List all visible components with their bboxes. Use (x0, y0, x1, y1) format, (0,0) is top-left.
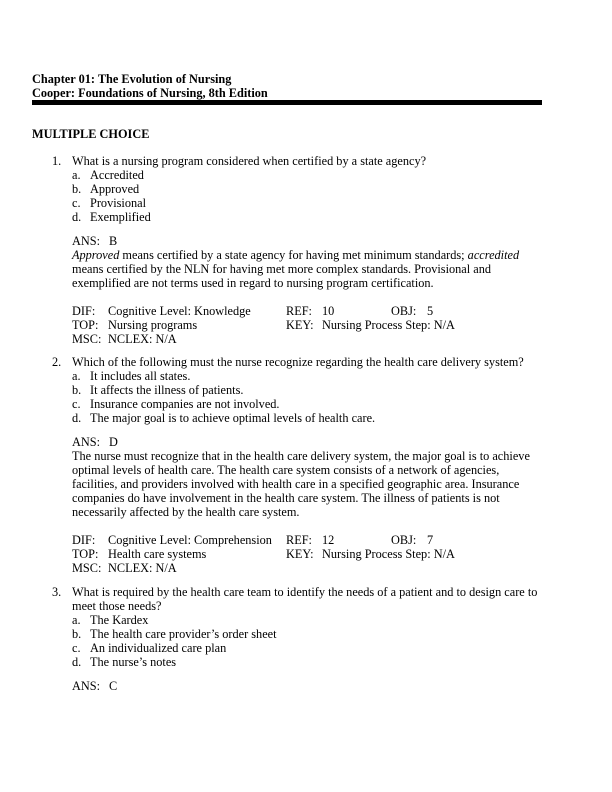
question-number: 1. (52, 154, 62, 168)
option-a (72, 613, 542, 627)
ref-value: 12 (322, 533, 335, 547)
option-letter: b. (72, 383, 82, 397)
msc-label: MSC: (72, 561, 102, 575)
option-text: It affects the illness of patients. (90, 383, 244, 397)
option-letter: d. (72, 210, 82, 224)
rationale-term: accredited (467, 248, 520, 262)
option-a (72, 369, 542, 383)
rationale-term: Approved (72, 248, 120, 262)
book-title: Cooper: Foundations of Nursing, 8th Edition (32, 86, 268, 100)
key-label: KEY: (286, 547, 314, 561)
answer-label: ANS: (72, 234, 101, 248)
question-number: 2. (52, 355, 62, 369)
question-metadata (72, 304, 542, 346)
msc-value: NCLEX: N/A (108, 332, 177, 346)
question-number: 3. (52, 585, 62, 599)
option-list (72, 613, 542, 669)
option-c (72, 397, 542, 411)
rationale-text: means certified by a state agency for having met minimum standards; (119, 248, 468, 262)
chapter-title: Chapter 01: The Evolution of Nursing (32, 72, 232, 86)
option-letter: a. (72, 369, 81, 383)
option-b (72, 627, 542, 641)
answer-line (72, 234, 542, 248)
obj-value: 5 (427, 304, 434, 318)
dif-value: Cognitive Level: Comprehension (108, 533, 272, 547)
obj-label: OBJ: (391, 533, 417, 547)
answer-line (72, 435, 542, 449)
option-c (72, 641, 542, 655)
obj-label: OBJ: (391, 304, 417, 318)
question-2 (52, 355, 542, 575)
answer-value: D (109, 435, 118, 449)
option-b (72, 182, 542, 196)
option-text: Insurance companies are not involved. (90, 397, 280, 411)
rationale (72, 248, 542, 290)
option-text: The health care provider’s order sheet (90, 627, 277, 641)
answer-line (72, 679, 542, 693)
top-label: TOP: (72, 318, 99, 332)
msc-label: MSC: (72, 332, 102, 346)
rationale: The nurse must recognize that in the health care delivery system, the major goal is to achieve optimal levels of health care. The health care system consists of a network of agencies, facilities, and providers involved with health care in a specified geographic area. Insurance companies do have involvement in the health care system. The illness of patients is not necessarily affected by the health care system. (72, 449, 530, 519)
option-text: The nurse’s notes (90, 655, 177, 669)
rationale-text: means certified by the NLN for having met more complex standards. Provisional and exemplified are not terms used in regard to nursing program certification. (72, 262, 492, 290)
option-d (72, 411, 542, 425)
question-text: What is required by the health care team to identify the needs of a patient and to design care to meet those needs? (72, 585, 538, 613)
option-text: An individualized care plan (90, 641, 227, 655)
question-1 (52, 154, 542, 346)
option-list (72, 168, 542, 224)
document-header (32, 72, 542, 100)
option-a (72, 168, 542, 182)
option-text: Exemplified (90, 210, 151, 224)
top-value: Nursing programs (108, 318, 198, 332)
answer-label: ANS: (72, 435, 101, 449)
section-title: MULTIPLE CHOICE (32, 127, 150, 141)
question-text: Which of the following must the nurse recognize regarding the health care delivery system? (72, 355, 524, 369)
key-label: KEY: (286, 318, 314, 332)
top-label: TOP: (72, 547, 99, 561)
option-text: It includes all states. (90, 369, 191, 383)
option-text: The Kardex (90, 613, 149, 627)
option-list (72, 369, 542, 425)
option-letter: d. (72, 655, 82, 669)
msc-value: NCLEX: N/A (108, 561, 177, 575)
question-text: What is a nursing program considered when certified by a state agency? (72, 154, 427, 168)
ref-value: 10 (322, 304, 335, 318)
answer-label: ANS: (72, 679, 101, 693)
dif-label: DIF: (72, 304, 96, 318)
option-text: Approved (90, 182, 140, 196)
question-metadata (72, 533, 542, 575)
key-value: Nursing Process Step: N/A (322, 318, 455, 332)
option-letter: c. (72, 641, 81, 655)
obj-value: 7 (427, 533, 434, 547)
header-rule (32, 100, 542, 105)
option-text: The major goal is to achieve optimal levels of health care. (90, 411, 376, 425)
option-c (72, 196, 542, 210)
question-3 (52, 585, 542, 693)
option-letter: b. (72, 182, 82, 196)
key-value: Nursing Process Step: N/A (322, 547, 455, 561)
option-letter: a. (72, 168, 81, 182)
option-letter: a. (72, 613, 81, 627)
option-d (72, 655, 542, 669)
option-letter: c. (72, 397, 81, 411)
option-letter: b. (72, 627, 82, 641)
dif-label: DIF: (72, 533, 96, 547)
option-text: Provisional (90, 196, 147, 210)
top-value: Health care systems (108, 547, 207, 561)
ref-label: REF: (286, 533, 312, 547)
answer-value: C (109, 679, 118, 693)
option-d (72, 210, 542, 224)
option-text: Accredited (90, 168, 144, 182)
option-letter: c. (72, 196, 81, 210)
dif-value: Cognitive Level: Knowledge (108, 304, 251, 318)
ref-label: REF: (286, 304, 312, 318)
option-b (72, 383, 542, 397)
answer-value: B (109, 234, 118, 248)
option-letter: d. (72, 411, 82, 425)
